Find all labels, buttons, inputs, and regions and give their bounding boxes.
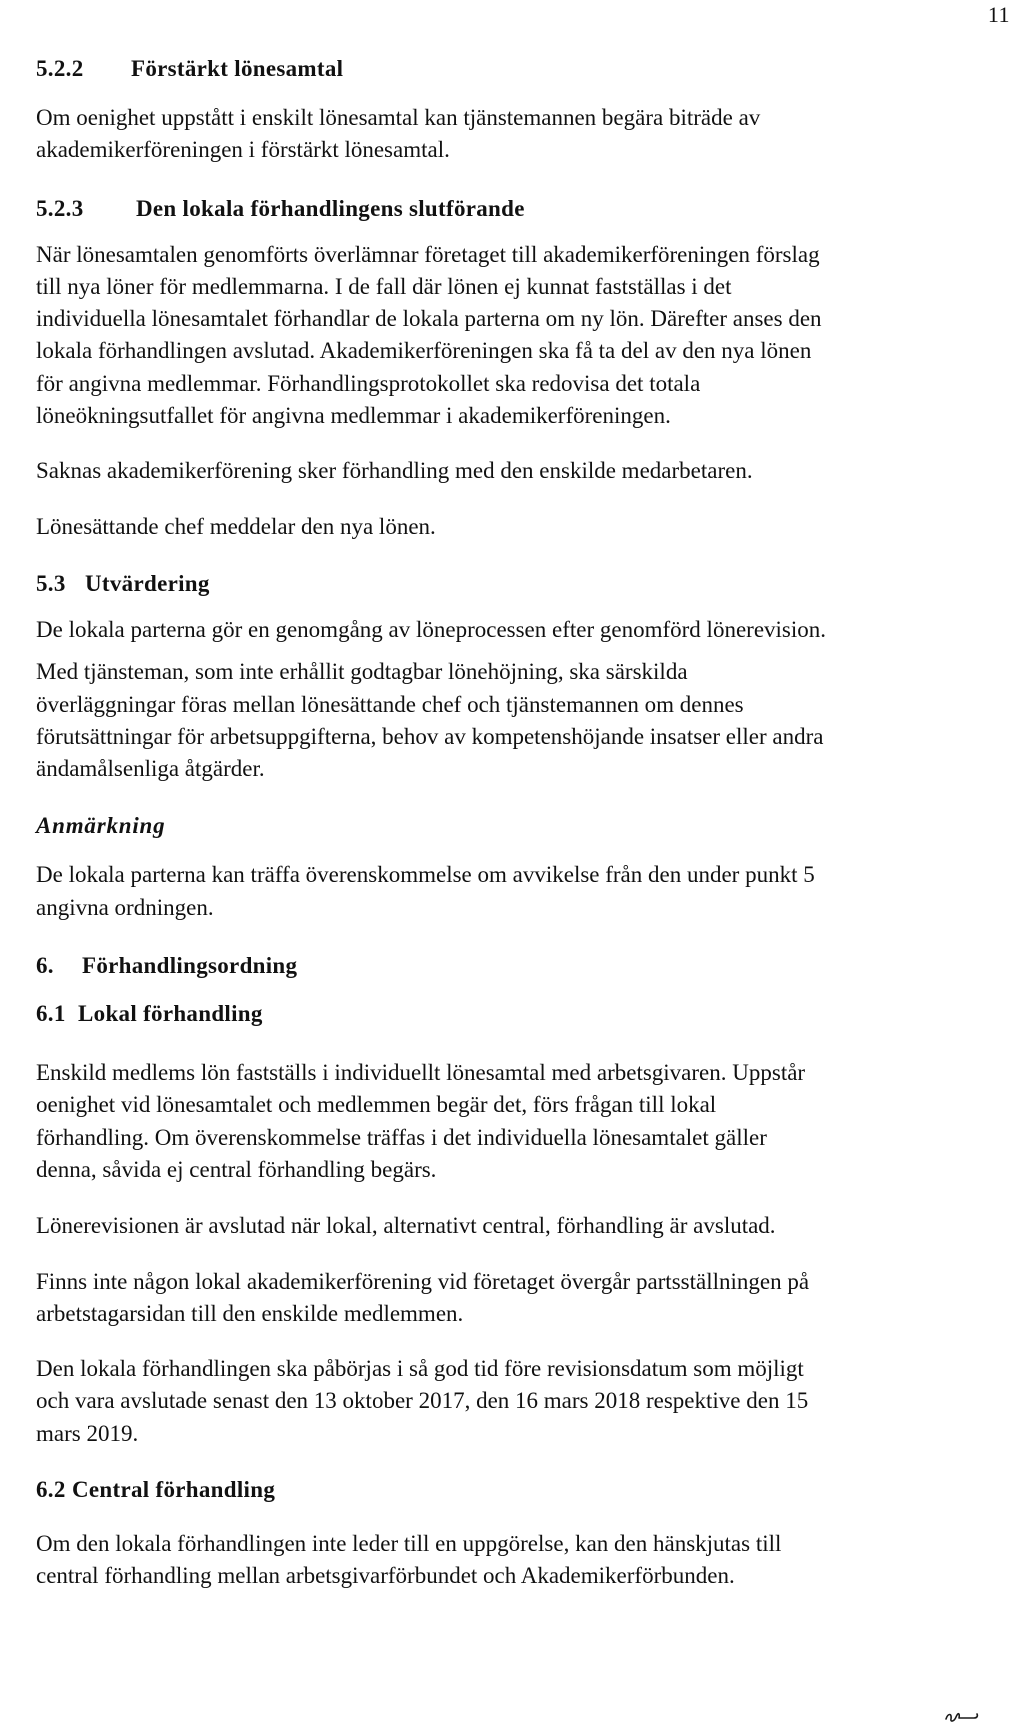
section-number: 6.2	[36, 1477, 66, 1503]
section-heading-6-1	[36, 998, 1021, 1030]
paragraph: De lokala parterna gör en genomgång av löneprocessen efter genomförd lönerevision.	[36, 616, 827, 642]
section-number: 5.3	[36, 570, 66, 596]
paragraph: Enskild medlems lön fastställs i individuellt lönesamtal med arbetsgivaren. Uppstår oenighet vid lönesamtalet och medlemmen begär det, förs frågan till lokal förhandling. Om överenskommelse träffas i det individuella lönesamtalet gäller denna, såvida ej central förhandling begärs.	[36, 1060, 806, 1182]
section-heading-6	[36, 950, 1021, 982]
section-number: 5.2.3	[36, 195, 84, 221]
section-heading-5-2-2	[36, 53, 1021, 85]
section-number: 5.2.2	[36, 56, 84, 81]
paragraph: De lokala parterna kan träffa överenskommelse om avvikelse från den under punkt 5 angivna ordningen.	[36, 862, 815, 920]
note-heading: Anmärkning	[36, 813, 166, 839]
section-heading-5-3	[36, 568, 1021, 600]
section-heading-5-2-3	[36, 193, 1021, 225]
page-number: 11	[987, 2, 1010, 27]
paragraph: Den lokala förhandlingen ska påbörjas i så god tid före revisionsdatum som möjligt och vara avslutade senast den 13 oktober 2017, den 16 mars 2018 respektive den 15 mars 2019.	[36, 1356, 809, 1446]
section-title: Central förhandling	[72, 1477, 276, 1503]
paragraph: Om oenighet uppstått i enskilt lönesamtal kan tjänstemannen begära biträde av akademikerföreningen i förstärkt lönesamtal.	[36, 105, 761, 163]
paragraph: Om den lokala förhandlingen inte leder till en uppgörelse, kan den hänskjutas till central förhandling mellan arbetsgivarförbundet och Akademikerförbunden.	[36, 1531, 782, 1589]
paragraph: Finns inte någon lokal akademikerförening vid företaget övergår partsställningen på arbetstagarsidan till den enskilde medlemmen.	[36, 1268, 810, 1326]
paragraph: Lönerevisionen är avslutad när lokal, alternativt central, förhandling är avslutad.	[36, 1213, 776, 1239]
paragraph: Saknas akademikerförening sker förhandling med den enskilde medarbetaren.	[36, 458, 753, 484]
handwritten-initials-mark	[944, 1705, 980, 1725]
section-number: 6.	[36, 953, 54, 979]
section-title: Den lokala förhandlingens slutförande	[136, 195, 525, 221]
section-title: Lokal förhandling	[78, 1001, 263, 1027]
document-body	[36, 50, 1021, 1593]
paragraph: Med tjänsteman, som inte erhållit godtagbar lönehöjning, ska särskilda överläggningar föras mellan lönesättande chef och tjänstemannen om dennes förutsättningar för arbetsuppgifterna, behov av kompetenshöjande insatser eller andra ändamålsenliga åtgärder.	[36, 659, 824, 782]
section-title: Förhandlingsordning	[82, 953, 298, 979]
section-number: 6.1	[36, 1001, 66, 1027]
section-title: Förstärkt lönesamtal	[131, 56, 344, 81]
section-heading-6-2	[36, 1474, 1021, 1506]
section-title: Utvärdering	[85, 570, 210, 596]
paragraph: Lönesättande chef meddelar den nya lönen.	[36, 513, 436, 539]
paragraph: När lönesamtalen genomförts överlämnar företaget till akademikerföreningen förslag till nya löner för medlemmarna. I de fall där lönen ej kunnat fastställas i det individuella lönesamtalet förhandlar de lokala parterna om ny lön. Därefter anses den lokala förhandlingen avslutad. Akademikerföreningen ska få ta del av den nya lönen för angivna medlemmar. Förhandlingsprotokollet ska redovisa det totala löneökningsutfallet för angivna medlemmar i akademikerföreningen.	[36, 241, 822, 429]
